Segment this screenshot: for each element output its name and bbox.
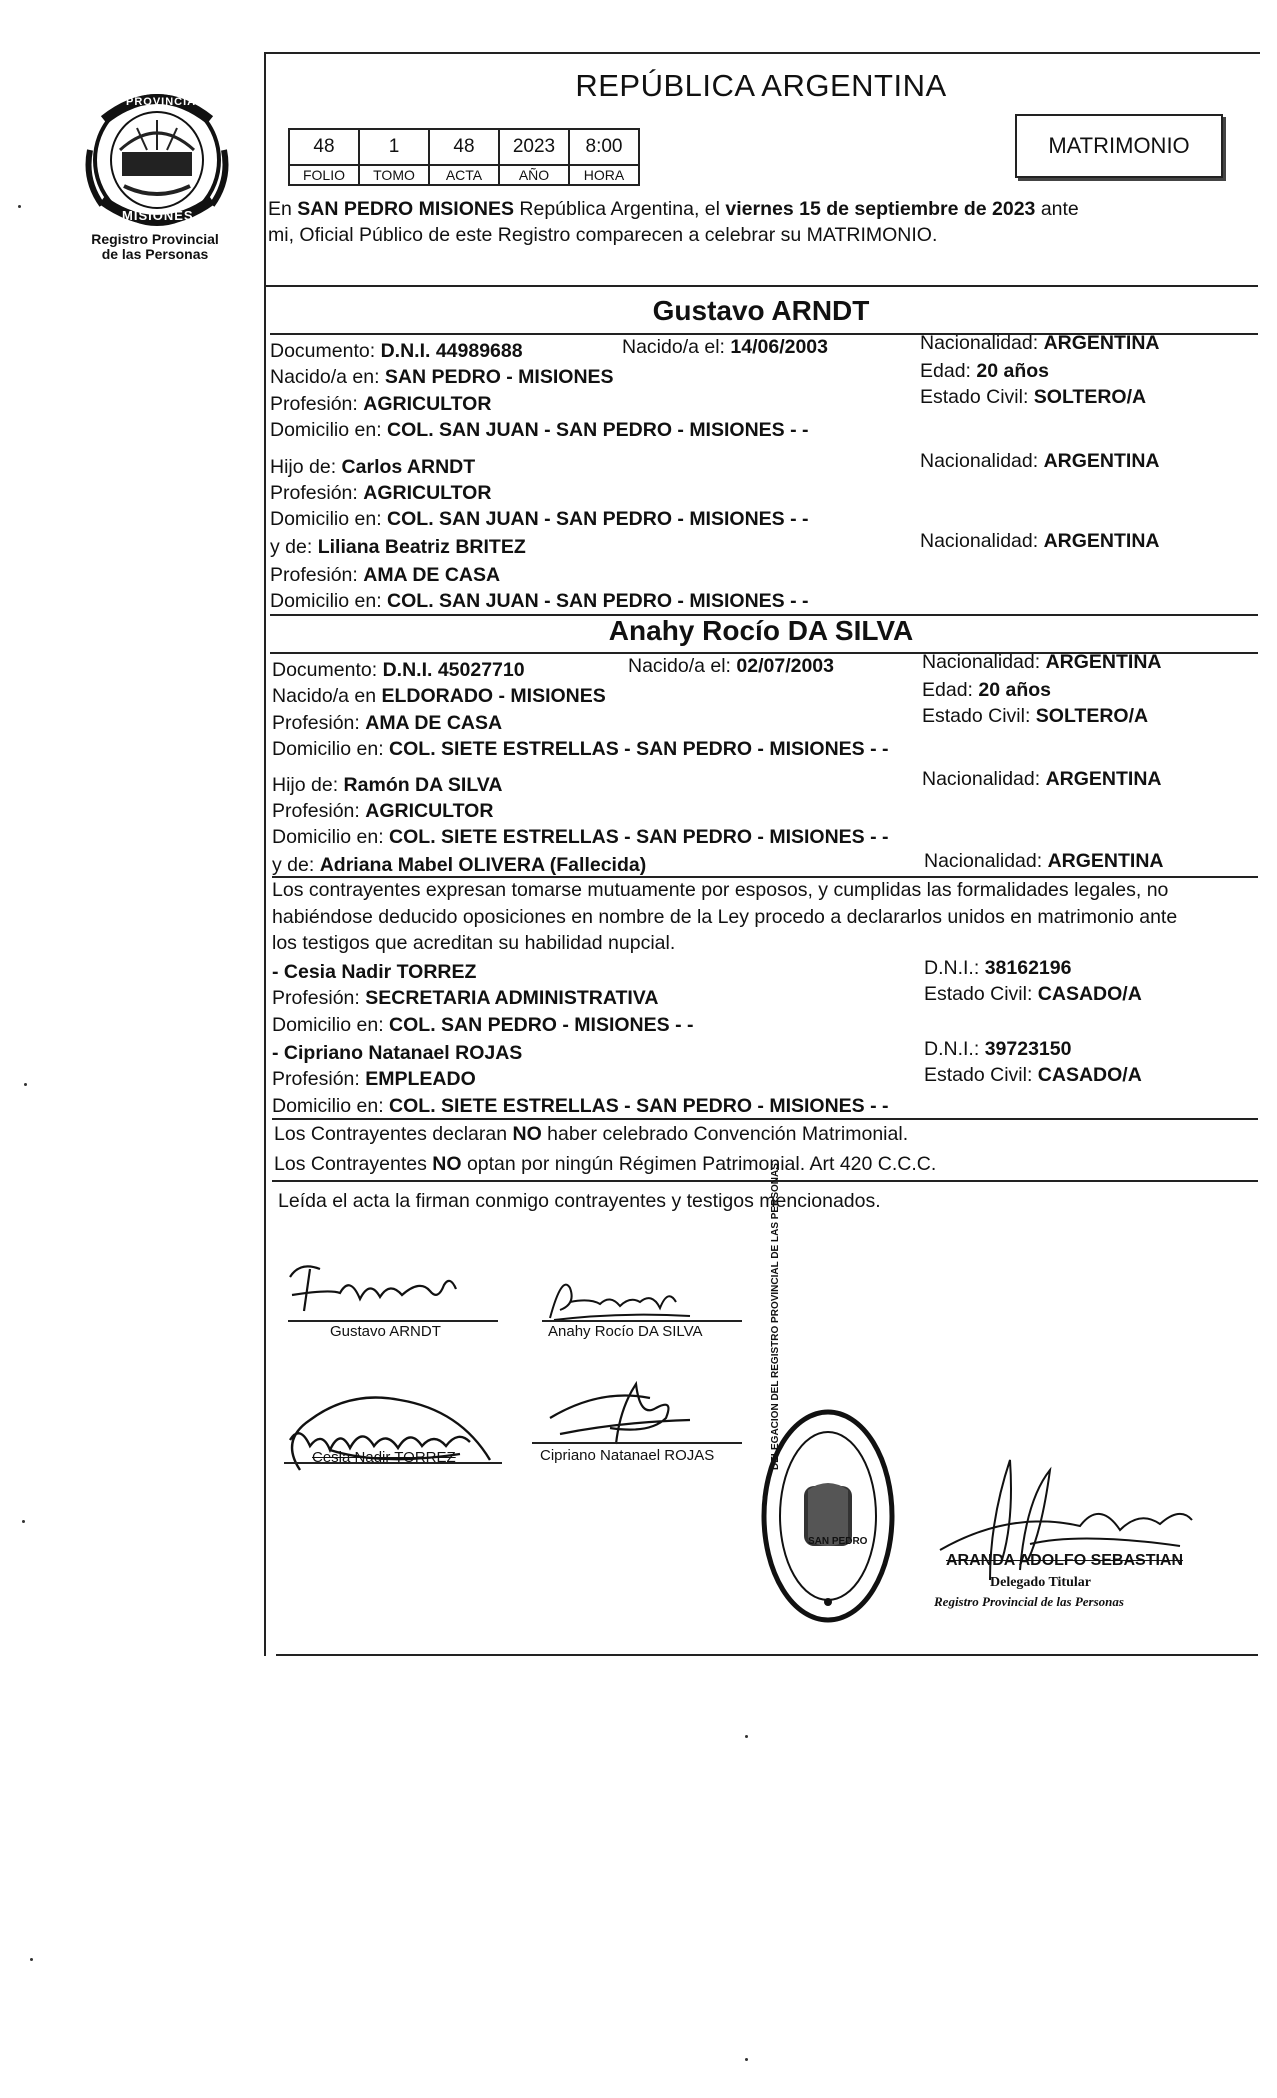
document-frame-bottom <box>276 1654 1258 1656</box>
value: ARGENTINA <box>1045 651 1162 673</box>
act-type-box: MATRIMONIO <box>1015 114 1223 178</box>
label: Profesión: <box>272 987 360 1009</box>
bride-mother <box>272 852 646 878</box>
label: Domicilio en: <box>270 419 382 441</box>
label: Profesión: <box>272 1068 360 1090</box>
label: Nacionalidad: <box>922 768 1041 790</box>
label: Documento: <box>272 659 378 681</box>
groom-father-address <box>270 506 809 532</box>
value: 38162196 <box>984 957 1072 979</box>
bride-signature-label: Anahy Rocío DA SILVA <box>548 1323 703 1340</box>
value: ARGENTINA <box>1043 530 1160 552</box>
text: NO <box>432 1153 462 1175</box>
label: Nacido/a el: <box>628 655 731 677</box>
value: Ramón DA SILVA <box>343 774 503 796</box>
label: Documento: <box>270 340 376 362</box>
bride-father-profession <box>272 798 493 824</box>
value: SOLTERO/A <box>1035 705 1149 727</box>
divider <box>272 1180 1258 1182</box>
stamp-inner-text: SAN PEDRO <box>808 1536 868 1547</box>
value: COL. SAN JUAN - SAN PEDRO - MISIONES - - <box>387 590 809 612</box>
bride-mother-nationality <box>924 848 1164 874</box>
value: Carlos ARNDT <box>341 456 476 478</box>
bride-address <box>272 736 889 762</box>
hora-value: 8:00 <box>569 129 639 165</box>
bride-nationality <box>922 649 1162 675</box>
bride-birthplace <box>272 683 606 709</box>
divider <box>272 1118 1258 1120</box>
intro-place: SAN PEDRO MISIONES <box>297 198 514 220</box>
value: COL. SIETE ESTRELLAS - SAN PEDRO - MISIONES - - <box>389 826 889 848</box>
value: AMA DE CASA <box>365 712 503 734</box>
value: COL. SIETE ESTRELLAS - SAN PEDRO - MISIONES - - <box>389 738 889 760</box>
value: Liliana Beatriz BRITEZ <box>317 536 526 558</box>
groom-address <box>270 417 809 443</box>
folio-label: FOLIO <box>289 165 359 185</box>
witness2-address <box>272 1093 889 1119</box>
label: Profesión: <box>272 712 360 734</box>
label: Estado Civil: <box>922 705 1031 727</box>
witness1-name: - Cesia Nadir TORREZ <box>272 961 477 983</box>
bride-father-nationality <box>922 766 1162 792</box>
groom-civil-status <box>920 384 1146 410</box>
label: Hijo de: <box>270 456 337 478</box>
value: D.N.I. 44989688 <box>380 340 523 362</box>
label: Nacionalidad: <box>920 530 1039 552</box>
label: Nacido/a en <box>272 685 377 707</box>
declaration-line-1: Los contrayentes expresan tomarse mutuamente por esposos, y cumplidas las formalidades legales, no <box>272 879 1169 901</box>
groom-father-profession <box>270 480 491 506</box>
folio-value: 48 <box>289 129 359 165</box>
value: AGRICULTOR <box>365 800 494 822</box>
groom-signature-icon <box>280 1255 480 1325</box>
witness2-name: - Cipriano Natanael ROJAS <box>272 1042 523 1064</box>
text: Los Contrayentes declaran <box>274 1123 508 1145</box>
label: Nacido/a el: <box>622 336 725 358</box>
bride-document <box>272 657 525 683</box>
text: optan por ningún Régimen Patrimonial. Art 420 C.C.C. <box>466 1153 937 1175</box>
bride-profession <box>272 710 502 736</box>
intro-date: viernes 15 de septiembre de 2023 <box>725 198 1036 220</box>
label: D.N.I.: <box>924 957 980 979</box>
label: Profesión: <box>270 482 358 504</box>
label: Nacionalidad: <box>920 332 1039 354</box>
acta-value: 48 <box>429 129 499 165</box>
groom-mother-profession <box>270 562 500 588</box>
value: SAN PEDRO - MISIONES <box>384 366 614 388</box>
signature-line <box>532 1442 742 1444</box>
label: Nacionalidad: <box>920 450 1039 472</box>
scan-speck <box>22 1520 25 1523</box>
label: y de: <box>270 536 313 558</box>
value: SECRETARIA ADMINISTRATIVA <box>365 987 659 1009</box>
label: Domicilio en: <box>272 826 384 848</box>
signature-line <box>288 1320 498 1322</box>
groom-signature-label: Gustavo ARNDT <box>330 1323 441 1340</box>
ano-value: 2023 <box>499 129 569 165</box>
witness1-address <box>272 1012 693 1038</box>
intro-text: En <box>268 198 292 220</box>
bride-birthdate <box>628 653 834 679</box>
scan-speck <box>30 1958 33 1961</box>
label: Nacionalidad: <box>922 651 1041 673</box>
closing-statement: Leída el acta la firman conmigo contrayentes y testigos mencionados. <box>278 1190 881 1212</box>
label: Domicilio en: <box>272 1095 384 1117</box>
stamp-text: DELEGACION DEL REGISTRO PROVINCIAL DE LAS PERSONAS <box>770 1163 781 1470</box>
label: Domicilio en: <box>272 1014 384 1036</box>
groom-father <box>270 454 475 480</box>
groom-father-nationality <box>920 448 1160 474</box>
label: Nacionalidad: <box>924 850 1043 872</box>
tomo-value: 1 <box>359 129 429 165</box>
label: Estado Civil: <box>924 1064 1033 1086</box>
convention-line-1 <box>274 1121 908 1147</box>
seal-caption-line2: de las Personas <box>101 246 209 262</box>
value: Adriana Mabel OLIVERA (Fallecida) <box>319 854 647 876</box>
witness1-dni <box>924 955 1071 981</box>
witness2-dni <box>924 1036 1071 1062</box>
value: AGRICULTOR <box>363 393 492 415</box>
label: Profesión: <box>270 393 358 415</box>
seal-caption <box>70 232 240 262</box>
groom-profession <box>270 391 491 417</box>
label: Profesión: <box>272 800 360 822</box>
witness1-civil-status <box>924 981 1142 1007</box>
groom-document <box>270 338 523 364</box>
text: haber celebrado Convención Matrimonial. <box>547 1123 909 1145</box>
scan-speck <box>745 1735 748 1738</box>
witness2-signature-icon <box>540 1378 700 1448</box>
value: ARGENTINA <box>1043 450 1160 472</box>
value: COL. SAN JUAN - SAN PEDRO - MISIONES - - <box>387 508 809 530</box>
value: 02/07/2003 <box>736 655 835 677</box>
intro-line-1 <box>268 196 1079 222</box>
value: COL. SIETE ESTRELLAS - SAN PEDRO - MISIONES - - <box>389 1095 889 1117</box>
value: COL. SAN PEDRO - MISIONES - - <box>389 1014 694 1036</box>
value: ARGENTINA <box>1045 768 1162 790</box>
value: 20 años <box>976 360 1050 382</box>
intro-text: República Argentina, el <box>519 198 720 220</box>
scan-speck <box>18 205 21 208</box>
label: Nacido/a en: <box>270 366 380 388</box>
value: EMPLEADO <box>365 1068 476 1090</box>
groom-nationality <box>920 330 1160 356</box>
declaration-line-3: los testigos que acreditan su habilidad nupcial. <box>272 932 676 954</box>
witness2-signature-label: Cipriano Natanael ROJAS <box>540 1447 715 1464</box>
value: AGRICULTOR <box>363 482 492 504</box>
value: 14/06/2003 <box>730 336 829 358</box>
label: Profesión: <box>270 564 358 586</box>
intro-text: ante <box>1040 198 1079 220</box>
label: Edad: <box>922 679 973 701</box>
label: Edad: <box>920 360 971 382</box>
tomo-label: TOMO <box>359 165 429 185</box>
registry-table <box>288 128 640 186</box>
groom-birthplace <box>270 364 614 390</box>
officer-title: Delegado Titular <box>990 1575 1091 1590</box>
value: CASADO/A <box>1037 983 1142 1005</box>
value: D.N.I. 45027710 <box>382 659 525 681</box>
groom-age <box>920 358 1049 384</box>
value: 20 años <box>978 679 1052 701</box>
witness2-civil-status <box>924 1062 1142 1088</box>
text: NO <box>512 1123 542 1145</box>
intro-line-2: mi, Oficial Público de este Registro comparecen a celebrar su MATRIMONIO. <box>268 224 938 246</box>
seal-top-text: PROVINCIA DE <box>126 96 218 108</box>
bride-civil-status <box>922 703 1148 729</box>
bride-father <box>272 772 502 798</box>
value: COL. SAN JUAN - SAN PEDRO - MISIONES - - <box>387 419 809 441</box>
divider <box>264 285 1258 287</box>
witness2-profession <box>272 1066 476 1092</box>
officer-office: Registro Provincial de las Personas <box>934 1594 1124 1609</box>
label: y de: <box>272 854 315 876</box>
bride-age <box>922 677 1051 703</box>
bride-name-title: Anahy Rocío DA SILVA <box>608 615 914 646</box>
groom-name-title: Gustavo ARNDT <box>652 295 870 326</box>
groom-mother-nationality <box>920 528 1160 554</box>
bride-signature-icon <box>540 1268 710 1328</box>
ano-label: AÑO <box>499 165 569 185</box>
label: D.N.I.: <box>924 1038 980 1060</box>
seal-caption-line1: Registro Provincial <box>91 231 219 247</box>
value: CASADO/A <box>1037 1064 1142 1086</box>
seal-bottom-text: MISIONES <box>122 208 194 223</box>
label: Estado Civil: <box>924 983 1033 1005</box>
value: SOLTERO/A <box>1033 386 1147 408</box>
scan-speck <box>745 2058 748 2061</box>
scan-speck <box>24 1083 27 1086</box>
witness1-profession <box>272 985 658 1011</box>
value: ARGENTINA <box>1043 332 1160 354</box>
value: AMA DE CASA <box>363 564 501 586</box>
label: Domicilio en: <box>270 590 382 612</box>
groom-birthdate <box>622 334 828 360</box>
value: 39723150 <box>984 1038 1072 1060</box>
witness1-signature-label: Cesia Nadir TORREZ <box>312 1449 456 1466</box>
officer-name: ARANDA ADOLFO SEBASTIAN <box>946 1552 1184 1569</box>
text: Los Contrayentes <box>274 1153 427 1175</box>
acta-label: ACTA <box>429 165 499 185</box>
hora-label: HORA <box>569 165 639 185</box>
value: ARGENTINA <box>1047 850 1164 872</box>
groom-mother <box>270 534 526 560</box>
country-title: REPÚBLICA ARGENTINA <box>575 68 947 103</box>
label: Estado Civil: <box>920 386 1029 408</box>
declaration-line-2: habiéndose deducido oposiciones en nombre de la Ley procedo a declararlos unidos en matrimonio ante <box>272 906 1178 928</box>
value: ELDORADO - MISIONES <box>381 685 606 707</box>
bride-father-address <box>272 824 889 850</box>
provincial-seal <box>82 90 232 235</box>
signature-line <box>542 1320 742 1322</box>
label: Domicilio en: <box>272 738 384 760</box>
label: Hijo de: <box>272 774 339 796</box>
label: Domicilio en: <box>270 508 382 530</box>
groom-mother-address <box>270 588 809 614</box>
convention-line-2 <box>274 1151 936 1177</box>
